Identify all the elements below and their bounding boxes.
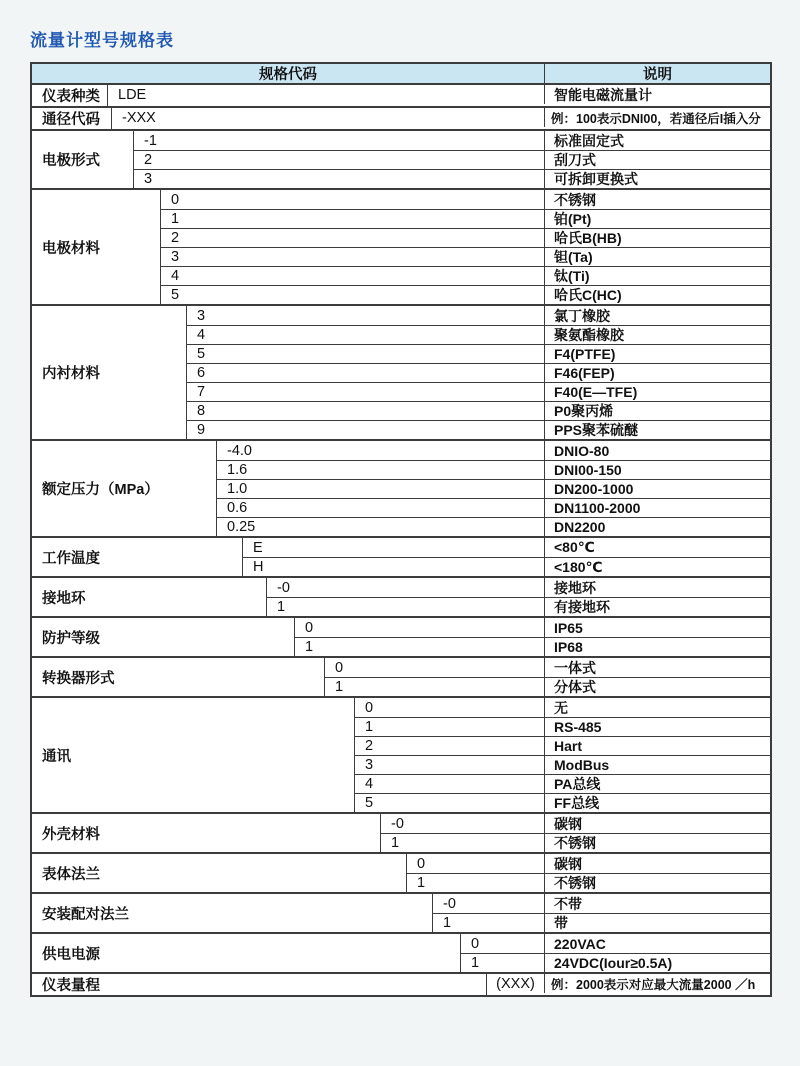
section-5 — [32, 304, 770, 439]
desc-cell: F46(FEP) — [544, 364, 770, 382]
desc-cell: 智能电磁流量计 — [544, 85, 770, 104]
code-cell: 1 — [471, 955, 480, 971]
code-cell: 2 — [171, 230, 180, 246]
section-label: 仪表种类 — [42, 89, 100, 105]
desc-cell: 碳钢 — [544, 814, 770, 833]
code-cell: 3 — [197, 307, 206, 324]
section-rows — [486, 974, 770, 995]
section-label: 电极材料 — [42, 240, 100, 257]
desc-cell: IP68 — [544, 638, 770, 656]
table-row — [187, 401, 770, 420]
desc-cell: RS-485 — [544, 718, 770, 736]
desc-cell: 不锈钢 — [544, 834, 770, 852]
section-11 — [32, 696, 770, 812]
table-row — [355, 774, 770, 793]
section-10 — [32, 656, 770, 696]
code-cell: 1 — [365, 719, 374, 735]
code-cell: 5 — [171, 287, 180, 303]
desc-cell: 不带 — [544, 894, 770, 913]
table-row — [187, 306, 770, 325]
table-row — [161, 190, 770, 209]
section-rows — [266, 578, 770, 616]
desc-cell: 钽(Ta) — [544, 248, 770, 266]
section-rows — [432, 894, 770, 932]
desc-cell: F4(PTFE) — [544, 345, 770, 363]
code-cell: 0.25 — [227, 519, 256, 535]
code-cell: 1 — [391, 835, 400, 851]
table-row — [161, 285, 770, 304]
table-row — [355, 755, 770, 774]
table-row — [112, 108, 770, 127]
code-cell: -0 — [391, 815, 404, 832]
table-row — [381, 814, 770, 833]
code-cell: 1 — [417, 875, 426, 891]
section-label: 供电电源 — [42, 946, 100, 963]
desc-cell: 接地环 — [544, 578, 770, 597]
table-row — [187, 325, 770, 344]
table-row — [217, 460, 770, 479]
desc-cell: 不锈钢 — [544, 874, 770, 892]
code-cell: 0 — [305, 619, 314, 636]
desc-cell: 无 — [544, 698, 770, 717]
table-row — [355, 793, 770, 812]
code-cell: 0 — [171, 191, 180, 208]
desc-cell: 不锈钢 — [544, 190, 770, 209]
code-cell: 1 — [305, 639, 314, 655]
table-row — [161, 228, 770, 247]
section-rows — [107, 85, 770, 106]
section-rows — [380, 814, 770, 852]
section-16 — [32, 972, 770, 995]
desc-cell: <180℃ — [544, 558, 770, 576]
table-row — [355, 736, 770, 755]
code-cell: 0.6 — [227, 500, 248, 516]
table-row — [461, 934, 770, 953]
desc-cell: 一体式 — [544, 658, 770, 677]
desc-cell: ModBus — [544, 756, 770, 774]
section-15 — [32, 932, 770, 972]
table-row — [381, 833, 770, 852]
code-cell: -0 — [277, 579, 290, 596]
table-row — [433, 894, 770, 913]
desc-cell: 24VDC(Iour≥0.5A) — [544, 954, 770, 972]
section-rows — [406, 854, 770, 892]
desc-cell: 哈氏C(HC) — [544, 286, 770, 304]
table-row — [187, 344, 770, 363]
code-cell: 5 — [365, 795, 374, 811]
desc-cell: PA总线 — [544, 775, 770, 793]
desc-cell: DN1100-2000 — [544, 499, 770, 517]
section-6 — [32, 439, 770, 536]
code-cell: 2 — [144, 152, 153, 168]
section-label: 内衬材料 — [42, 366, 100, 382]
desc-cell: <80℃ — [544, 538, 770, 557]
desc-cell: DNIO-80 — [544, 441, 770, 460]
desc-cell: F40(E—TFE) — [544, 383, 770, 401]
desc-cell: 带 — [544, 914, 770, 932]
desc-cell: IP65 — [544, 618, 770, 637]
table-header — [32, 64, 770, 85]
desc-cell: 聚氨酯橡胶 — [544, 326, 770, 344]
section-label: 表体法兰 — [42, 866, 100, 883]
table-body — [32, 85, 770, 995]
section-rows — [294, 618, 770, 656]
section-label: 接地环 — [42, 590, 86, 607]
code-cell: -1 — [144, 132, 157, 149]
code-cell: 2 — [365, 738, 374, 754]
header-cell-spec-code: 规格代码 — [259, 67, 317, 83]
table-row — [487, 974, 770, 993]
table-row — [433, 913, 770, 932]
section-rows — [216, 441, 770, 536]
code-cell: 0 — [335, 659, 344, 676]
section-label: 防护等级 — [42, 630, 100, 647]
table-row — [355, 698, 770, 717]
desc-cell: 钛(Ti) — [544, 267, 770, 285]
section-label: 通径代码 — [42, 112, 100, 128]
desc-cell: 例：100表示DNI00，若通径后I插入分 — [544, 108, 770, 127]
section-rows — [111, 108, 770, 129]
code-cell: 6 — [197, 365, 206, 381]
desc-cell: 刮刀式 — [544, 151, 770, 169]
desc-cell: DN200-1000 — [544, 480, 770, 498]
table-row — [217, 479, 770, 498]
section-rows — [324, 658, 770, 696]
section-rows — [133, 131, 770, 188]
section-label: 工作温度 — [42, 550, 100, 567]
table-row — [217, 498, 770, 517]
code-cell: 5 — [197, 346, 206, 362]
code-cell: LDE — [118, 86, 147, 103]
table-row — [407, 873, 770, 892]
code-cell: 1.0 — [227, 481, 248, 497]
code-cell: 8 — [197, 403, 206, 419]
section-rows — [186, 306, 770, 439]
table-row — [217, 517, 770, 536]
table-row — [325, 677, 770, 696]
code-cell: 3 — [144, 171, 153, 187]
table-row — [295, 637, 770, 656]
desc-cell: 铂(Pt) — [544, 210, 770, 228]
code-cell: 7 — [197, 384, 206, 400]
code-cell: 0 — [417, 855, 426, 872]
table-row — [161, 266, 770, 285]
desc-cell: 有接地环 — [544, 598, 770, 616]
page-title: 流量计型号规格表 — [30, 31, 174, 50]
desc-cell: P0聚丙烯 — [544, 402, 770, 420]
table-row — [407, 854, 770, 873]
desc-cell: 碳钢 — [544, 854, 770, 873]
code-cell: 1 — [277, 599, 286, 615]
table-row — [134, 169, 770, 188]
code-cell: (XXX) — [496, 975, 535, 992]
desc-cell: PPS聚苯硫醚 — [544, 421, 770, 439]
section-label: 安装配对法兰 — [42, 906, 129, 923]
table-row — [134, 150, 770, 169]
desc-cell: Hart — [544, 737, 770, 755]
table-row — [187, 382, 770, 401]
code-cell: H — [253, 559, 264, 575]
code-cell: E — [253, 539, 263, 556]
section-label: 转换器形式 — [42, 670, 115, 687]
section-8 — [32, 576, 770, 616]
table-row — [325, 658, 770, 677]
code-cell: -4.0 — [227, 442, 252, 459]
code-cell: 1.6 — [227, 462, 248, 478]
table-row — [243, 557, 770, 576]
section-14 — [32, 892, 770, 932]
table-row — [187, 420, 770, 439]
table-row — [161, 209, 770, 228]
table-row — [461, 953, 770, 972]
code-cell: -0 — [443, 895, 456, 912]
code-cell: 0 — [365, 699, 374, 716]
section-9 — [32, 616, 770, 656]
table-row — [134, 131, 770, 150]
section-label: 电极形式 — [42, 153, 100, 169]
table-row — [243, 538, 770, 557]
table-row — [355, 717, 770, 736]
section-rows — [354, 698, 770, 812]
table-row — [161, 247, 770, 266]
desc-cell: 氯丁橡胶 — [544, 306, 770, 325]
section-label: 通讯 — [42, 748, 71, 765]
table-row — [267, 578, 770, 597]
code-cell: 3 — [171, 249, 180, 265]
code-cell: 3 — [365, 757, 374, 773]
section-4 — [32, 188, 770, 304]
desc-cell: 例：2000表示对应最大流量2000 ／h — [544, 974, 770, 993]
section-rows — [242, 538, 770, 576]
section-3 — [32, 129, 770, 188]
code-cell: 1 — [443, 915, 452, 931]
table-row — [187, 363, 770, 382]
section-13 — [32, 852, 770, 892]
table-row — [217, 441, 770, 460]
code-cell: 1 — [335, 679, 344, 695]
desc-cell: 哈氏B(HB) — [544, 229, 770, 247]
desc-cell: 标准固定式 — [544, 131, 770, 150]
spec-table — [30, 62, 772, 997]
section-7 — [32, 536, 770, 576]
desc-cell: DN2200 — [544, 518, 770, 536]
table-row — [267, 597, 770, 616]
section-rows — [160, 190, 770, 304]
desc-cell: 220VAC — [544, 934, 770, 953]
desc-cell: 可拆卸更换式 — [544, 170, 770, 188]
section-rows — [460, 934, 770, 972]
desc-cell: 分体式 — [544, 678, 770, 696]
desc-cell: FF总线 — [544, 794, 770, 812]
section-label: 外壳材料 — [42, 826, 100, 843]
table-row — [295, 618, 770, 637]
section-1 — [32, 85, 770, 106]
code-cell: 4 — [365, 776, 374, 792]
code-cell: 4 — [171, 268, 180, 284]
code-cell: 1 — [171, 211, 180, 227]
section-12 — [32, 812, 770, 852]
code-cell: -XXX — [122, 109, 156, 126]
code-cell: 4 — [197, 327, 206, 343]
desc-cell: DNI00-150 — [544, 461, 770, 479]
section-label: 额定压力（MPa） — [42, 482, 159, 498]
table-row — [108, 85, 770, 104]
section-2 — [32, 106, 770, 129]
code-cell: 0 — [471, 935, 480, 952]
code-cell: 9 — [197, 422, 206, 438]
header-cell-description: 说明 — [544, 64, 770, 83]
section-label: 仪表量程 — [42, 978, 100, 994]
